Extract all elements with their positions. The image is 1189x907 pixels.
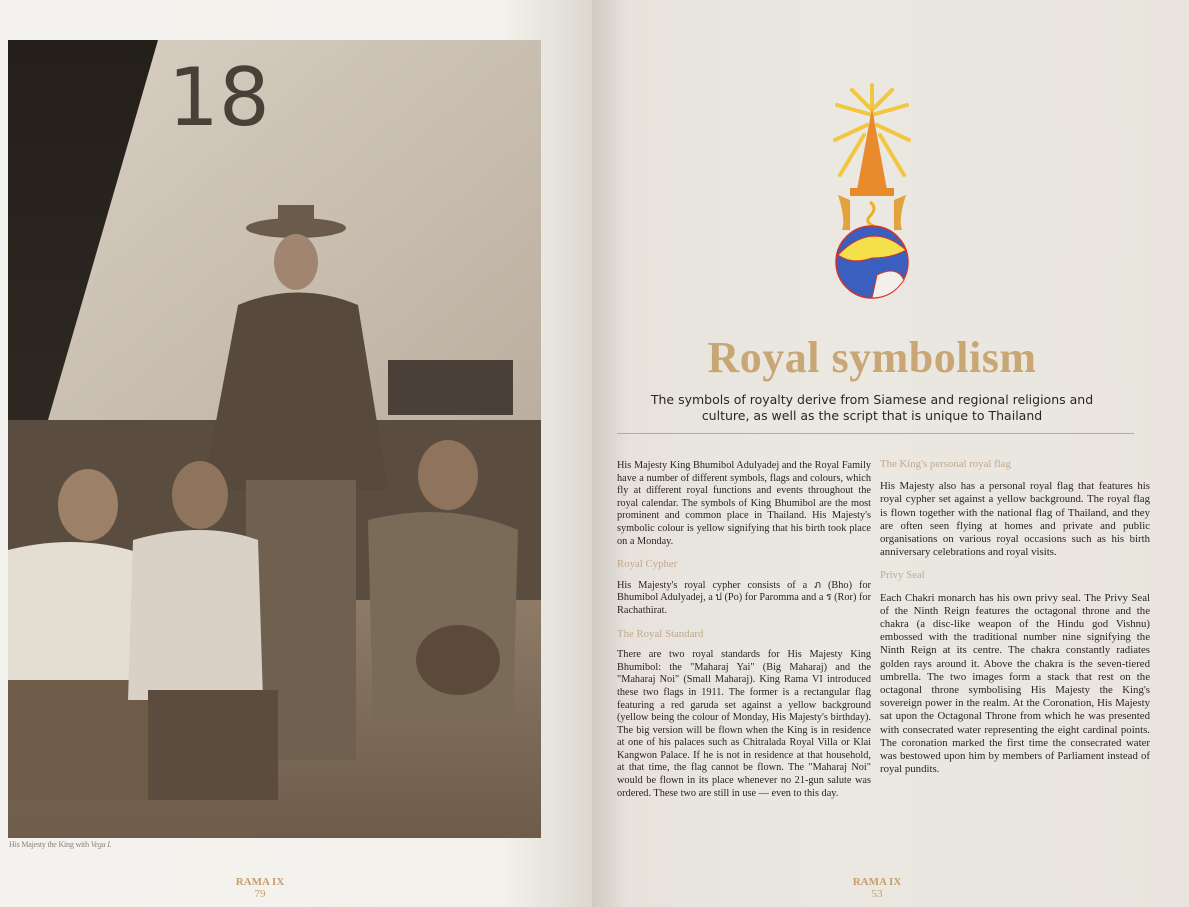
caption-text: His Majesty the King with [9, 840, 91, 849]
left-page [0, 0, 592, 907]
section-heading: The King's personal royal flag [880, 458, 1011, 470]
section-heading: Privy Seal [880, 569, 925, 582]
caption-boat-name: Vega I. [90, 840, 112, 849]
page-subtitle: The symbols of royalty derive from Siamese and regional religions and culture, as well as the script that is unique to Thailand [650, 392, 1094, 423]
text-column-right [880, 458, 1150, 776]
section-body: His Majesty also has a personal royal flag that features his royal cypher set against a yellow background. The royal flag is flown together with the national flag of Thailand, and they are often seen flying at homes and private and public organisations on various royal occasions such as his birth anniversary celebrations and royal visits. [880, 480, 1150, 559]
section-body: Each Chakri monarch has his own privy seal. The Privy Seal of the Ninth Reign features the octagonal throne and the chakra (a disc-like weapon of the Hindu god Vishnu) embossed with the traditional number nine signifying the Ninth Reign at its centre. The chakra constantly radiates golden rays around it. Above the chakra is the seven-tiered umbrella. The two images form a stack that rest on the octagonal throne symbolising His Majesty the King's sovereign power in the realm. At the Coronation, His Majesty sat upon the Octagonal Throne from which he was presented with consecrated water representing the eight cardinal points. The coronation marked the first time the consecrated water was bestowed upon him by members of Parliament instead of royal pundits. [880, 591, 1150, 776]
title-divider [617, 433, 1134, 434]
sepia-photograph [8, 40, 541, 838]
section-body: There are two royal standards for His Majesty King Bhumibol: the "Maharaj Yai" (Big Maharaj) and the "Maharaj Noi" (Small Maharaj). King Rama VI introduced these two flags in 1911. The former is a rectangular flag featuring a red garuda set against a yellow background (yellow being the colour of Monday, His Majesty's birthday). The big version will be flown when the King is in residence at one of his palaces such as Chitralada Royal Villa or Klai Kangwon Palace. If he is not in residence at that household, at that time, the flag cannot be flown. The "Maharaj Noi" would be flown in its place whenever no 21-gun salute was ordered. These two are still in use — even to this day. [617, 649, 871, 799]
folio-right [837, 876, 917, 900]
section-body: His Majesty's royal cypher consists of a ภ (Bho) for Bhumibol Adulyadej, a ป (Po) for Paromma and a ร (Ror) for Rachathirat. [617, 579, 871, 616]
section-heading: Royal Cypher [617, 558, 678, 571]
text-column-left [617, 460, 871, 800]
page-number: 53 [871, 888, 883, 900]
folio-title: RAMA IX [852, 876, 902, 888]
page-number: 79 [254, 888, 266, 900]
royal-cypher-emblem-icon [832, 80, 912, 305]
section-heading: The Royal Standard [617, 627, 704, 640]
page-title: Royal symbolism [707, 333, 1037, 382]
photo-caption [9, 840, 112, 849]
sail-number: 18 [168, 51, 270, 144]
intro-paragraph: His Majesty King Bhumibol Adulyadej and the Royal Family have a number of different symbols, flags and colours, which fly at different royal functions and events throughout the royal calendar. The symbols of King Bhumibol are the most prominent and common place in Thailand. His Majesty's symbolic colour is yellow signifying that his birth took place on a Monday. [617, 460, 871, 547]
folio-title: RAMA IX [235, 876, 285, 888]
right-page [592, 0, 1189, 907]
folio-left [230, 876, 290, 900]
